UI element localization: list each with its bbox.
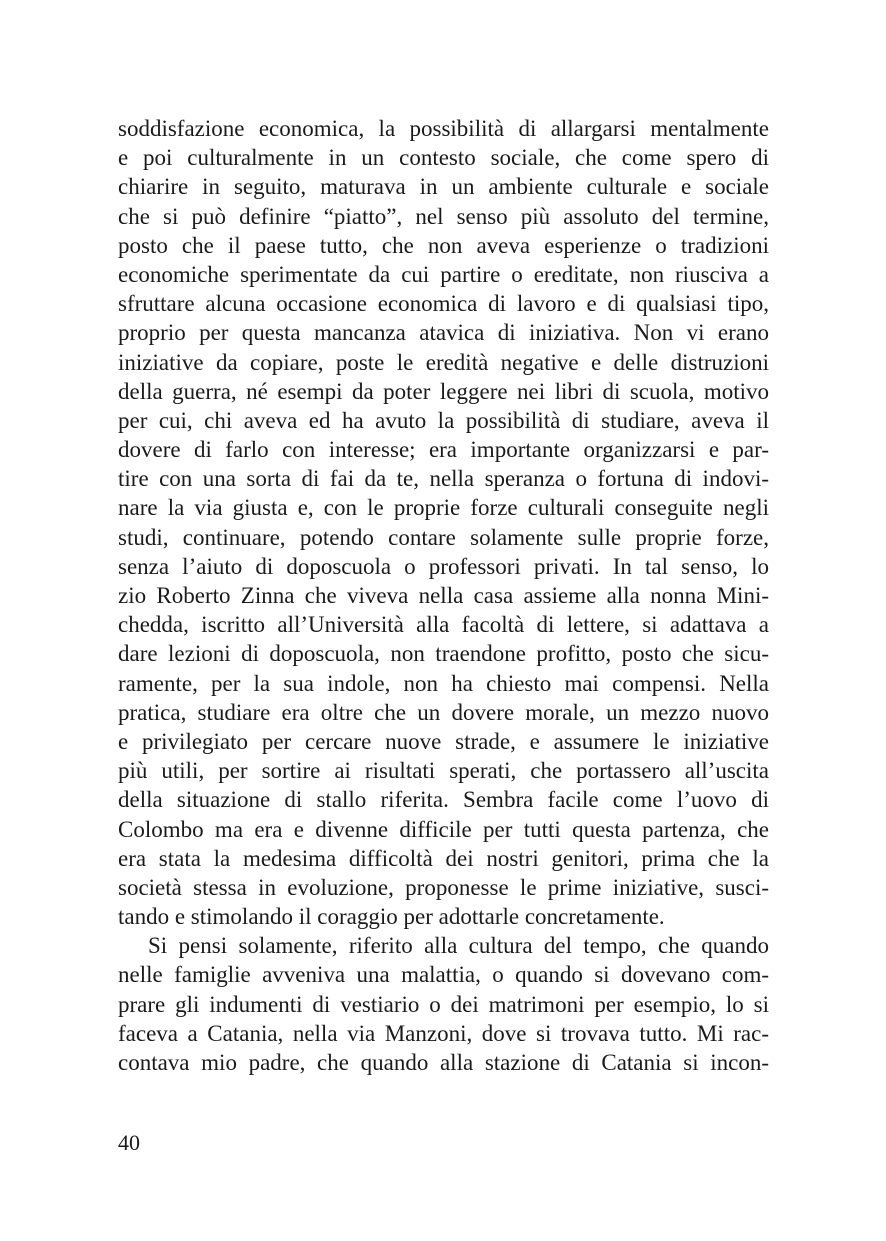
text-line: e poi culturalmente in un contesto sociale, che come spero di: [118, 145, 769, 171]
text-line: faceva a Catania, nella via Manzoni, dove si trovava tutto. Mi rac-: [118, 1020, 769, 1046]
text-line: dare lezioni di doposcuola, non traendone profitto, posto che sicu-: [118, 641, 769, 667]
text-line: più utili, per sortire ai risultati sperati, che portassero all’uscita: [118, 758, 769, 784]
text-line: che si può definire “piatto”, nel senso più assoluto del termine,: [118, 203, 769, 229]
paragraph-first-line: Si pensi solamente, riferito alla cultura del tempo, che quando: [148, 933, 769, 959]
text-line: pratica, studiare era oltre che un dovere morale, un mezzo nuovo: [118, 699, 769, 725]
text-line: ramente, per la sua indole, non ha chiesto mai compensi. Nella: [118, 670, 769, 696]
text-line: per cui, chi aveva ed ha avuto la possibilità di studiare, aveva il: [118, 407, 769, 433]
text-line: senza l’aiuto di doposcuola o professori privati. In tal senso, lo: [118, 553, 769, 579]
text-line: sfruttare alcuna occasione economica di lavoro e di qualsiasi tipo,: [118, 291, 769, 317]
text-line: nare la via giusta e, con le proprie forze culturali conseguite negli: [118, 495, 769, 521]
text-line: contava mio padre, che quando alla stazione di Catania si incon-: [118, 1050, 769, 1075]
text-line: soddisfazione economica, la possibilità di allargarsi mentalmente: [118, 116, 769, 141]
text-line: della guerra, né esempi da poter leggere nei libri di scuola, motivo: [118, 378, 769, 404]
body-text: [118, 114, 769, 1077]
text-line: studi, continuare, potendo contare solamente sulle proprie forze,: [118, 524, 769, 550]
text-line: prare gli indumenti di vestiario o dei matrimoni per esempio, lo si: [118, 991, 769, 1017]
text-line: economiche sperimentate da cui partire o ereditate, non riusciva a: [118, 261, 769, 287]
text-line: chedda, iscritto all’Università alla facoltà di lettere, si adattava a: [118, 612, 769, 638]
text-line: dovere di farlo con interesse; era importante organizzarsi e par-: [118, 437, 769, 463]
text-line: zio Roberto Zinna che viveva nella casa assieme alla nonna Mini-: [118, 583, 769, 608]
text-line: era stata la medesima difficoltà dei nostri genitori, prima che la: [118, 845, 769, 871]
page-number: 40: [118, 1130, 140, 1155]
text-line: della situazione di stallo riferita. Sembra facile come l’uovo di: [118, 787, 769, 813]
text-line: proprio per questa mancanza atavica di iniziativa. Non vi erano: [118, 320, 769, 346]
text-line: società stessa in evoluzione, proponesse le prime iniziative, susci-: [118, 874, 769, 900]
text-line: posto che il paese tutto, che non aveva esperienze o tradizioni: [118, 232, 769, 258]
paragraph-last-line: tando e stimolando il coraggio per adottarle concretamente.: [118, 904, 665, 930]
text-line: tire con una sorta di fai da te, nella speranza o fortuna di indovi-: [118, 466, 769, 492]
text-line: chiarire in seguito, maturava in un ambiente culturale e sociale: [118, 174, 769, 200]
text-line: nelle famiglie avveniva una malattia, o quando si dovevano com-: [118, 962, 769, 988]
text-line: iniziative da copiare, poste le eredità negative e delle distruzioni: [118, 349, 769, 375]
text-line: e privilegiato per cercare nuove strade, e assumere le iniziative: [118, 728, 769, 754]
text-line: Colombo ma era e divenne difficile per tutti questa partenza, che: [118, 816, 769, 842]
